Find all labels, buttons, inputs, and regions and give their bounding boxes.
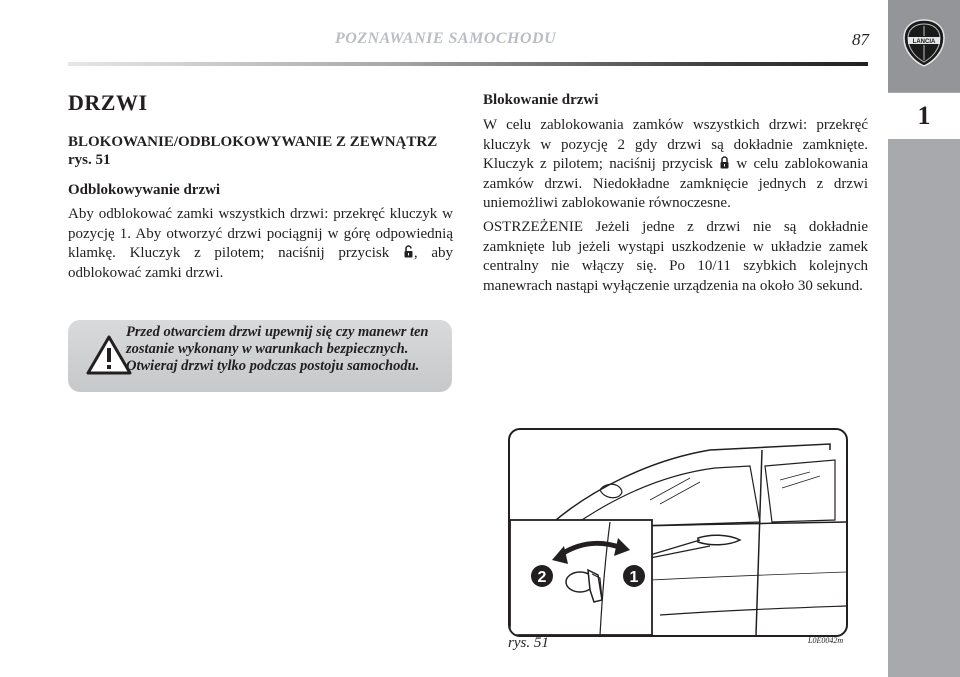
- unlock-subheading: Odblokowywanie drzwi: [68, 182, 221, 198]
- unlock-text-a: Aby odblokować zamki wszystkich drzwi: przekręć kluczyk w pozycję 1. Aby otworzyć drzwi pociągnij w górę odpowiednią klamkę. Kluczyk z pilotem; naciśnij przycisk: [68, 206, 453, 261]
- figure-code: L0E0042m: [808, 636, 844, 645]
- logo-text: LANCIA: [912, 39, 936, 45]
- door-figure: [508, 428, 848, 637]
- figure-caption: rys. 51: [508, 635, 549, 651]
- lock-icon: [720, 156, 729, 169]
- lock-paragraph: [483, 116, 868, 214]
- section-title: POZNAWANIE SAMOCHODU: [335, 30, 557, 47]
- marker-2: 2: [537, 569, 547, 586]
- lock-subheading: Blokowanie drzwi: [483, 92, 599, 108]
- chapter-side-tab: [888, 0, 960, 677]
- unlock-paragraph: [68, 205, 453, 283]
- unlock-icon: [404, 245, 413, 258]
- section-heading: BLOKOWANIE/ODBLOKOWYWANIE Z ZEWNĄTRZ rys. 51: [68, 134, 438, 168]
- page-number: 87: [852, 30, 869, 49]
- chapter-number: 1: [917, 101, 931, 130]
- marker-1: 1: [629, 569, 639, 586]
- warning-text: Przed otwarciem drzwi upewnij się czy manewr ten zostanie wykonany w warunkach bezpiecznych. Otwieraj drzwi tylko podczas postoju samochodu.: [126, 324, 429, 374]
- lock-text-a: W celu zablokowania zamków wszystkich drzwi: przekręć kluczyk w pozycję 2 gdy drzwi są dokładnie zamknięte. Kluczyk z pilotem; naciśnij przycisk: [483, 117, 868, 172]
- header-rule: [68, 62, 868, 66]
- unlock-text-b: , aby odblokować zamki drzwi.: [68, 245, 453, 281]
- lancia-logo-icon: [902, 18, 946, 68]
- lock-text-b: w celu zablokowania zamków drzwi. Niedokładne zamknięcie jednych z drzwi uniemożliwi zablokowanie równoczesne.: [483, 156, 868, 211]
- chapter-box: [888, 93, 960, 139]
- page-title: DRZWI: [68, 90, 148, 115]
- door-illustration: [510, 430, 846, 635]
- logo-area: [888, 0, 960, 92]
- warning-box: [68, 320, 452, 392]
- warning-paragraph: OSTRZEŻENIE Jeżeli jedne z drzwi nie są dokładnie zamknięte lub jeżeli wystąpi uszkodzenie w układzie zamek centralny nie włączy się. Po 10/11 szybkich kolejnych manewrach nastąpi wyłączenie urządzenia na około 30 sekund.: [483, 219, 868, 294]
